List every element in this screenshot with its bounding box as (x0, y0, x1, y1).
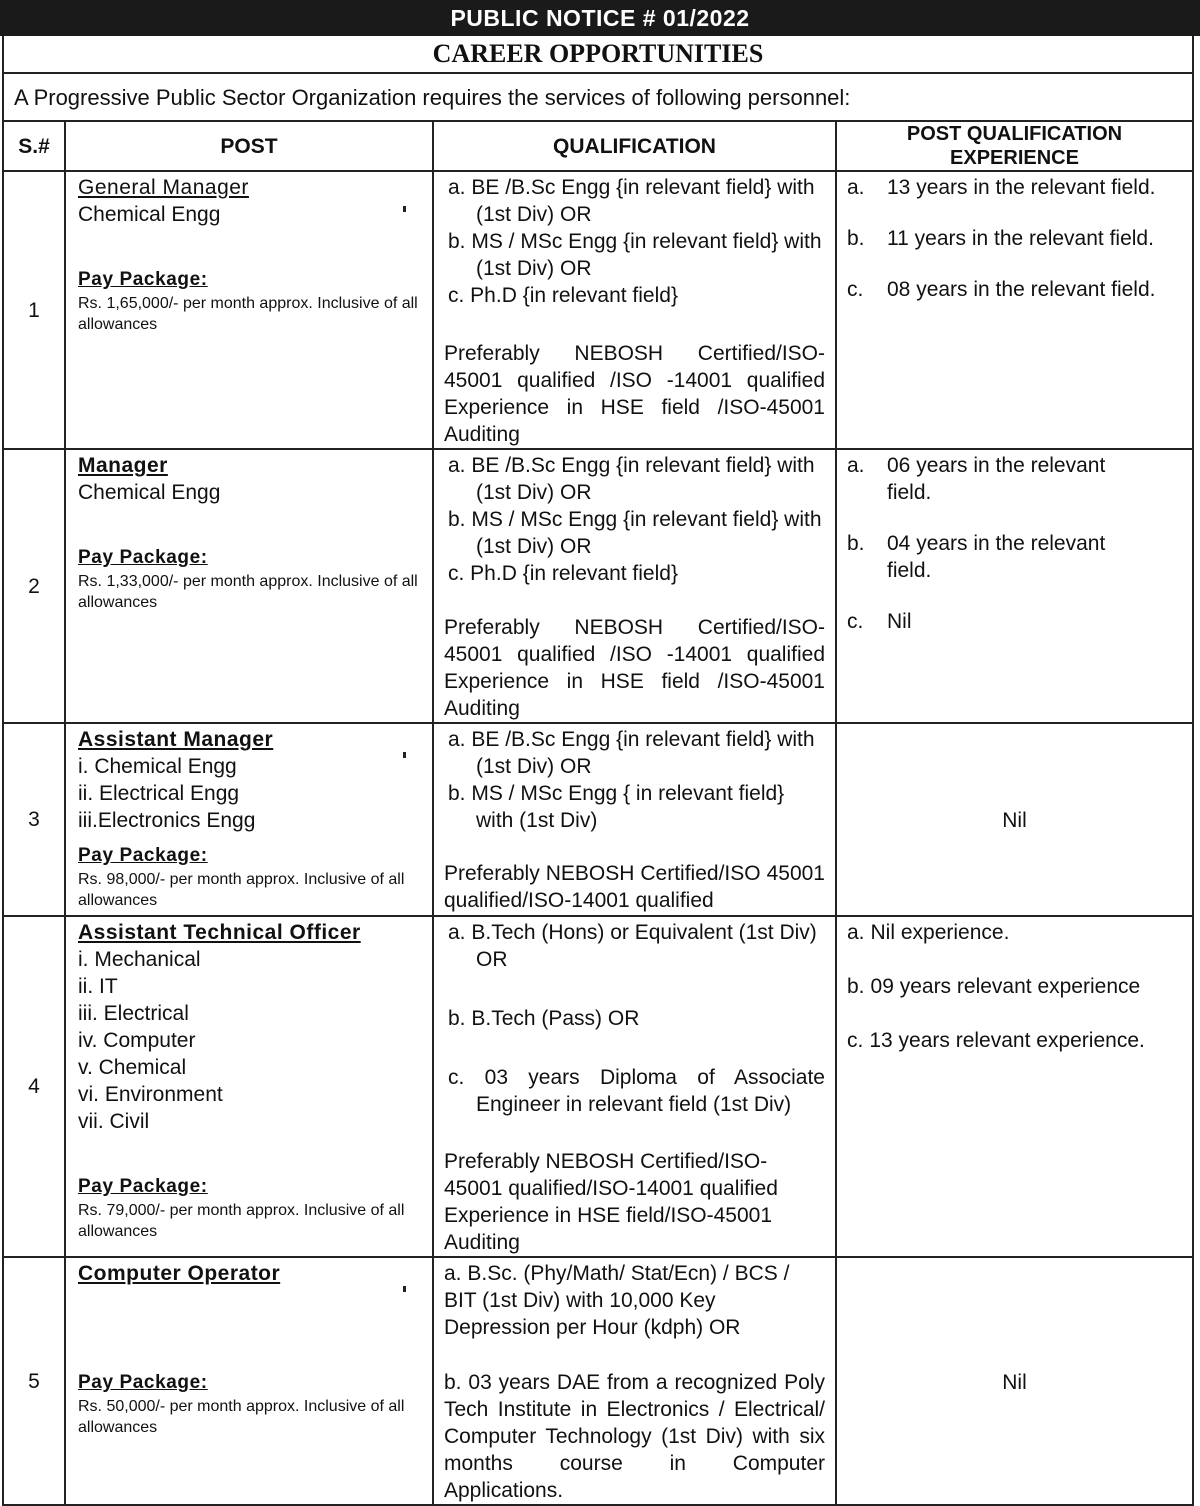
post-line: Chemical Engg (78, 203, 221, 226)
pay-package-text: Rs. 50,000/- per month approx. Inclusive of all allowances (78, 1398, 405, 1436)
preferred-qualification: Preferably NEBOSH Certified/ISO-45001 qualified /ISO -14001 qualified Experience in HSE field /ISO-45001 Auditing (444, 616, 825, 720)
experience-nil: Nil (1002, 809, 1027, 832)
preferred-qualification: Preferably NEBOSH Certified/ISO 45001 qualified/ISO-14001 qualified (444, 862, 825, 912)
column-header-experience: POST QUALIFICATION EXPERIENCE (836, 121, 1193, 171)
experience-item: c. 08 years in the relevant field. (847, 278, 1156, 301)
qualification-item: c. 03 years Diploma of Associate Engineer in relevant field (1st Div) (448, 1066, 825, 1116)
post-line: Chemical Engg (78, 481, 221, 504)
experience-cell (836, 449, 1193, 723)
qualification-cell (433, 723, 836, 916)
scan-mark (403, 206, 406, 212)
qualification-item: a. B.Sc. (Phy/Math/ Stat/Ecn) / BCS / BIT (1st Div) with 10,000 Key Depression per Hour (kdph) OR (444, 1262, 790, 1339)
experience-item: b. 09 years relevant experience (847, 975, 1141, 998)
table-row (3, 916, 1193, 1257)
preferred-qualification: Preferably NEBOSH Certified/ISO-45001 qualified /ISO -14001 qualified Experience in HSE field /ISO-45001 Auditing (444, 342, 825, 446)
qualification-item: b. MS / MSc Engg { in relevant field} with (1st Div) (448, 782, 785, 832)
qualification-item: a. BE /B.Sc Engg {in relevant field} with (1st Div) OR (448, 454, 815, 504)
pay-package-text: Rs. 1,65,000/- per month approx. Inclusive of all allowances (78, 295, 418, 333)
row-number: 1 (3, 171, 65, 449)
scan-mark (403, 752, 406, 758)
scan-mark (403, 1286, 406, 1292)
row-number: 3 (3, 723, 65, 916)
pay-package-label: Pay Package: (78, 269, 208, 290)
experience-item: c. Nil (847, 610, 912, 633)
experience-item: b. 04 years in the relevant field. (847, 532, 1106, 582)
pay-package-text: Rs. 98,000/- per month approx. Inclusive of all allowances (78, 871, 405, 909)
qualification-item: b. 03 years DAE from a recognized Poly Tech Institute in Electronics / Electrical/ Computer Technology (1st Div) with six months course in Computer Applications. (444, 1371, 825, 1502)
row-number: 4 (3, 916, 65, 1257)
experience-item: a. 06 years in the relevant field. (847, 454, 1106, 504)
qualification-cell (433, 449, 836, 723)
qualification-item: a. BE /B.Sc Engg {in relevant field} with (1st Div) OR (448, 728, 815, 778)
post-line: ii. IT (78, 975, 118, 998)
experience-item: b. 11 years in the relevant field. (847, 227, 1154, 250)
table-row (3, 171, 1193, 449)
column-header-qualification: QUALIFICATION (433, 121, 836, 171)
post-line: vii. Civil (78, 1110, 150, 1133)
post-title: Computer Operator (78, 1262, 281, 1285)
post-line: ii. Electrical Engg (78, 782, 240, 805)
vacancy-table (2, 120, 1194, 1506)
row-number: 2 (3, 449, 65, 723)
pay-package-text: Rs. 79,000/- per month approx. Inclusive of all allowances (78, 1202, 405, 1240)
page-title: CAREER OPPORTUNITIES (2, 36, 1194, 72)
table-row (3, 723, 1193, 916)
post-line: vi. Environment (78, 1083, 223, 1106)
post-cell (65, 916, 433, 1257)
experience-item: a. Nil experience. (847, 921, 1010, 944)
qualification-cell (433, 171, 836, 449)
pay-package-text: Rs. 1,33,000/- per month approx. Inclusive of all allowances (78, 573, 418, 611)
post-line: iii.Electronics Engg (78, 809, 256, 832)
qualification-item: a. BE /B.Sc Engg {in relevant field} with (1st Div) OR (448, 176, 815, 226)
qualification-cell (433, 1257, 836, 1505)
qualification-item: b. MS / MSc Engg {in relevant field} with (1st Div) OR (448, 508, 822, 558)
column-header-post: POST (65, 121, 433, 171)
qualification-item: b. MS / MSc Engg {in relevant field} with (1st Div) OR (448, 230, 822, 280)
post-cell (65, 449, 433, 723)
post-title: Assistant Technical Officer (78, 921, 361, 944)
qualification-cell (433, 916, 836, 1257)
pay-package-label: Pay Package: (78, 547, 208, 568)
post-line: i. Chemical Engg (78, 755, 237, 778)
table-row (3, 449, 1193, 723)
notice-number-banner: PUBLIC NOTICE # 01/2022 (0, 0, 1200, 36)
experience-cell (836, 916, 1193, 1257)
pay-package-label: Pay Package: (78, 845, 208, 866)
qualification-item: b. B.Tech (Pass) OR (448, 1007, 640, 1030)
table-row (3, 1257, 1193, 1505)
post-line: iv. Computer (78, 1029, 196, 1052)
experience-cell (836, 723, 1193, 916)
row-number: 5 (3, 1257, 65, 1505)
post-line: iii. Electrical (78, 1002, 189, 1025)
post-line: i. Mechanical (78, 948, 201, 971)
post-line: v. Chemical (78, 1056, 187, 1079)
experience-cell (836, 1257, 1193, 1505)
column-header-sn: S.# (3, 121, 65, 171)
pay-package-label: Pay Package: (78, 1372, 208, 1393)
qualification-item: c. Ph.D {in relevant field} (448, 284, 678, 307)
qualification-item: a. B.Tech (Hons) or Equivalent (1st Div) OR (448, 921, 817, 971)
preferred-qualification: Preferably NEBOSH Certified/ISO-45001 qualified/ISO-14001 qualified Experience in HSE field/ISO-45001 Auditing (444, 1150, 778, 1254)
intro-text: A Progressive Public Sector Organization requires the services of following personnel: (2, 72, 1194, 120)
pay-package-label: Pay Package: (78, 1176, 208, 1197)
post-cell (65, 723, 433, 916)
post-cell (65, 1257, 433, 1505)
post-title: General Manager (78, 176, 249, 199)
experience-item: a. 13 years in the relevant field. (847, 176, 1156, 199)
post-title: Manager (78, 454, 168, 477)
experience-item: c. 13 years relevant experience. (847, 1029, 1145, 1052)
experience-cell (836, 171, 1193, 449)
table-header-row (3, 121, 1193, 171)
experience-nil: Nil (1002, 1370, 1027, 1394)
qualification-item: c. Ph.D {in relevant field} (448, 562, 678, 585)
post-cell (65, 171, 433, 449)
post-title: Assistant Manager (78, 728, 274, 751)
